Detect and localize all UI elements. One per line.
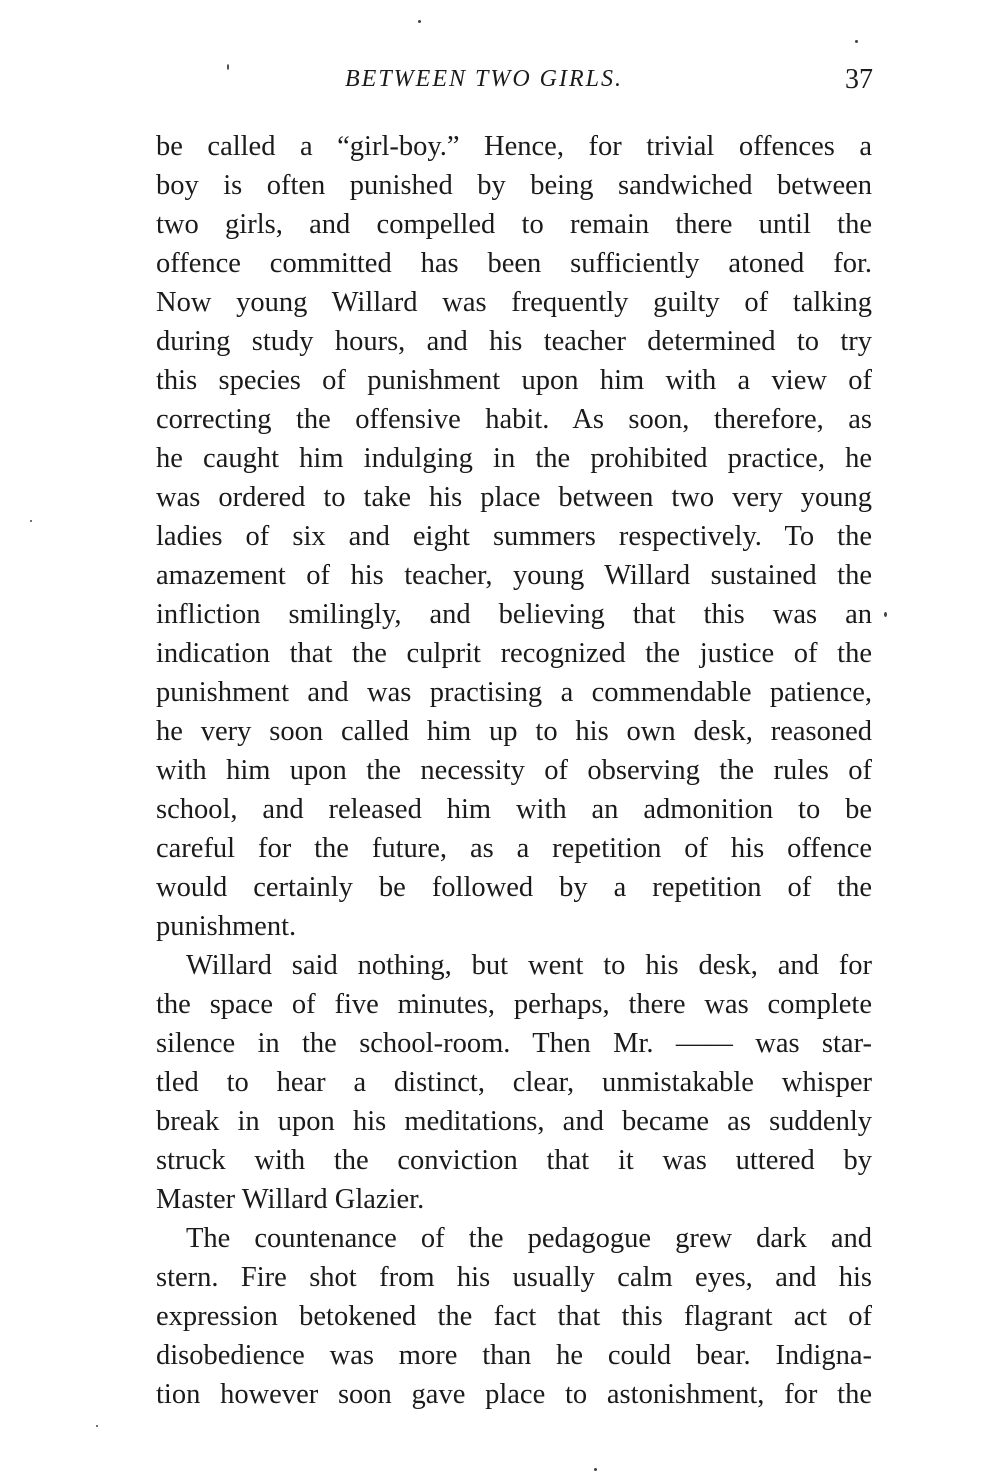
- text-line: disobedience was more than he could bear. Indigna-: [156, 1340, 872, 1371]
- text-line: punishment.: [156, 911, 297, 942]
- text-line: was ordered to take his place between two very young: [156, 482, 872, 513]
- scan-speck: [418, 20, 421, 23]
- text-line: tled to hear a distinct, clear, unmistakable whisper: [156, 1067, 872, 1098]
- text-line: ladies of six and eight summers respectively. To the: [156, 521, 872, 552]
- text-line: this species of punishment upon him with a view of: [156, 365, 872, 396]
- scan-speck: [96, 1425, 98, 1427]
- paragraph-2: [156, 946, 872, 1219]
- text-line: careful for the future, as a repetition of his offence: [156, 833, 872, 864]
- text-line: school, and released him with an admonition to be: [156, 794, 872, 825]
- scan-speck: [884, 612, 887, 617]
- text-line: Now young Willard was frequently guilty of talking: [156, 287, 872, 318]
- running-head: [155, 66, 875, 106]
- text-line: amazement of his teacher, young Willard sustained the: [156, 560, 872, 591]
- text-line: the space of five minutes, perhaps, there was complete: [156, 989, 872, 1020]
- running-title: BETWEEN TWO GIRLS.: [345, 66, 623, 92]
- text-line: be called a “girl-boy.” Hence, for trivial offences a: [156, 131, 872, 162]
- text-line: indication that the culprit recognized the justice of the: [156, 638, 872, 669]
- text-line: The countenance of the pedagogue grew dark and: [186, 1223, 872, 1254]
- text-line: punishment and was practising a commendable patience,: [156, 677, 872, 708]
- text-line: during study hours, and his teacher determined to try: [156, 326, 872, 357]
- text-line: offence committed has been sufficiently atoned for.: [156, 248, 872, 279]
- text-line: break in upon his meditations, and became as suddenly: [156, 1106, 872, 1137]
- body-text: [156, 127, 872, 1414]
- scan-speck: [227, 64, 229, 70]
- scan-speck: [594, 1468, 597, 1471]
- text-line: boy is often punished by being sandwiched between: [156, 170, 872, 201]
- paragraph-3: [156, 1219, 872, 1414]
- text-line: Willard said nothing, but went to his desk, and for: [186, 950, 872, 981]
- text-line: he caught him indulging in the prohibited practice, he: [156, 443, 872, 474]
- scan-speck: [855, 40, 858, 43]
- text-line: he very soon called him up to his own desk, reasoned: [156, 716, 872, 747]
- scan-speck: [30, 520, 32, 522]
- text-line: silence in the school-room. Then Mr. —— was star-: [156, 1028, 872, 1059]
- paragraph-1: [156, 127, 872, 946]
- text-line: correcting the offensive habit. As soon, therefore, as: [156, 404, 872, 435]
- text-line: tion however soon gave place to astonishment, for the: [156, 1379, 872, 1410]
- text-line: struck with the conviction that it was uttered by: [156, 1145, 872, 1176]
- text-line: two girls, and compelled to remain there until the: [156, 209, 872, 240]
- text-line: infliction smilingly, and believing that this was an: [156, 599, 872, 630]
- text-line: stern. Fire shot from his usually calm eyes, and his: [156, 1262, 872, 1293]
- text-line: would certainly be followed by a repetition of the: [156, 872, 872, 903]
- page-number: 37: [845, 64, 873, 95]
- text-line: with him upon the necessity of observing the rules of: [156, 755, 872, 786]
- text-line: Master Willard Glazier.: [156, 1184, 425, 1215]
- text-line: expression betokened the fact that this flagrant act of: [156, 1301, 872, 1332]
